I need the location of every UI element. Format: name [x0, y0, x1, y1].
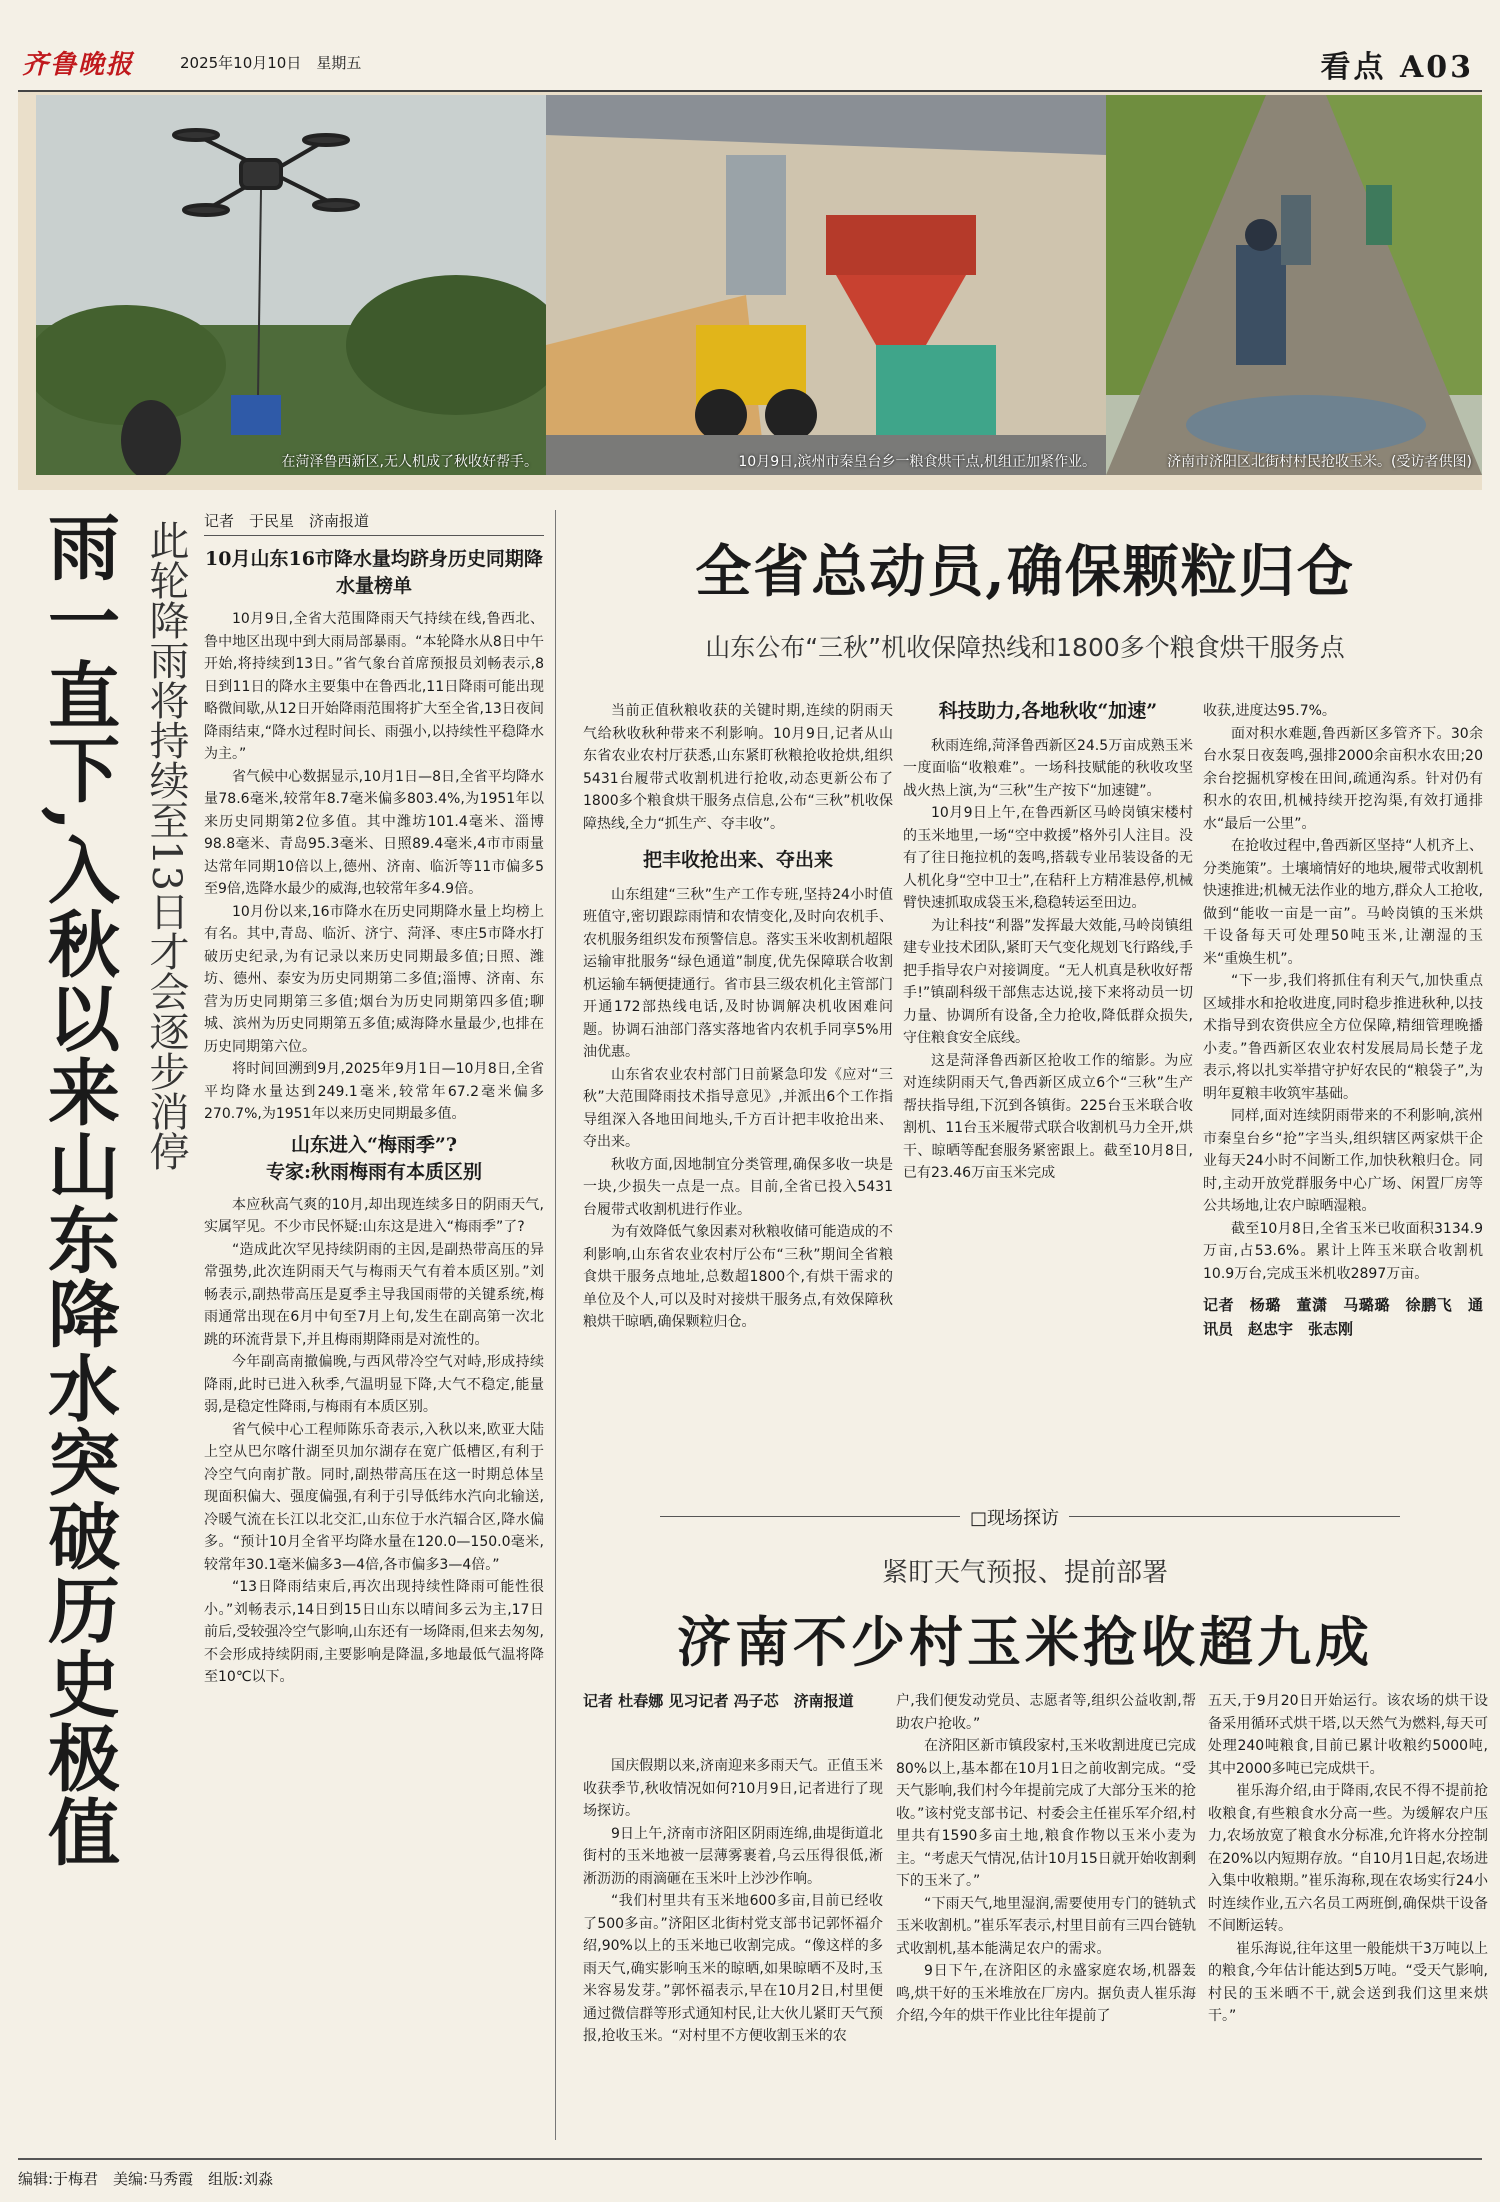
paragraph: 为让科技“利器”发挥最大效能,马岭岗镇组建专业技术团队,紧盯天气变化规划飞行路线,手把手指导农户对接调度。“无人机真是秋收好帮手!”镇副科级干部焦志达说,接下来将动员一切力量、协调所有设备,全力抢收,降低群众损失,守住粮食安全底线。: [903, 917, 1193, 1046]
masthead-logo: 齐鲁晚报: [22, 50, 135, 80]
paragraph: 面对积水难题,鲁西新区多管齐下。30余台水泵日夜轰鸣,强排2000余亩积水农田;20余台挖掘机穿梭在田间,疏通沟系。针对仍有积水的农田,机械持续开挖沟渠,有效打通排水“最后一公里”。: [1203, 725, 1483, 832]
paragraph: 在济阳区新市镇段家村,玉米收割进度已完成80%以上,基本都在10月1日之前收割完成。“受天气影响,我们村今年提前完成了大部分玉米的抢收。”该村党支部书记、村委会主任崔乐军介绍,村里共有1590多亩土地,粮食作物以玉米小麦为主。“考虑天气情况,估计10月15日就开始收割剩下的玉米了。”: [896, 1738, 1196, 1889]
paragraph: 五天,于9月20日开始运行。该农场的烘干设备采用循环式烘干塔,以天然气为燃料,每天可处理240吨粮食,目前已累计收粮约5000吨,其中2000多吨已完成烘干。: [1208, 1693, 1488, 1777]
photo-drone: [36, 95, 548, 475]
paragraph: 户,我们便发动党员、志愿者等,组织公益收割,帮助农户抢收。”: [896, 1693, 1196, 1732]
section-heading: 把丰收抢出来、夺出来: [642, 849, 833, 871]
paragraph: “13日降雨结束后,再次出现持续性降雨可能性很小。”刘畅表示,14日到15日山东以晴间多云为主,17日前后,受较强冷空气影响,山东还有一场降雨,但来去匆匆,不会形成持续阴雨,主要影响是降温,多地最低气温将降至10℃以下。: [204, 1579, 544, 1685]
main-subheadline: 山东公布“三秋”机收保障热线和1800多个粮食烘干服务点: [705, 633, 1345, 662]
page-footer: 编辑:于梅君 美编:马秀霞 组版:刘淼: [18, 2158, 1482, 2189]
main-column-1: [583, 700, 893, 1334]
scene-subheadline: 紧盯天气预报、提前部署: [881, 1558, 1168, 1588]
paragraph: 崔乐海说,往年这里一般能烘干3万吨以上的粮食,今年估计能达到5万吨。“受天气影响,村民的玉米晒不干,就会送到我们这里来烘干。”: [1208, 1940, 1488, 2024]
paragraph: 将时间回溯到9月,2025年9月1日—10月8日,全省平均降水量达到249.1毫米,较常年67.2毫米偏多270.7%,为1951年以来历史同期最多值。: [204, 1061, 544, 1122]
scene-column-1: [583, 1755, 883, 2048]
section-label: 看点 A03: [1320, 50, 1474, 85]
heading-line: 山东进入“梅雨季”?: [291, 1133, 457, 1156]
left-article: [204, 510, 544, 1689]
main-column-3: [1203, 700, 1483, 1341]
article-body: [204, 1194, 544, 1689]
column-divider: [555, 510, 556, 2140]
section-heading: 10月山东16市降水量均跻身历史同期降水量榜单: [205, 548, 543, 597]
paragraph: 9日上午,济南市济阳区阴雨连绵,曲堤街道北街村的玉米地被一层薄雾裹着,乌云压得很低,淅淅沥沥的雨滴砸在玉米叶上沙沙作响。: [583, 1825, 883, 1887]
paragraph: 山东组建“三秋”生产工作专班,坚持24小时值班值守,密切跟踪雨情和农情变化,及时向农机手、农机服务组织发布预警信息。落实玉米收割机超限运输审批服务“绿色通道”制度,优先保障联合收割机运输车辆便捷通行。省市县三级农机化主管部门开通172部热线电话,及时协调解决机收困难问题。协调石油部门落实落地省内农机手同享5%用油优惠。: [583, 886, 893, 1060]
byline: 记者 于民星 济南报道: [204, 510, 544, 536]
photo-caption: 济南市济阳区北街村村民抢收玉米。(受访者供图): [1167, 454, 1472, 470]
paragraph: 收获,进度达95.7%。: [1203, 703, 1336, 719]
byline: 记者 杜春娜 见习记者 冯子芯 济南报道: [583, 1692, 854, 1710]
issue-date: 2025年10月10日 星期五: [180, 54, 362, 72]
paragraph: “下雨天气,地里湿润,需要使用专门的链轨式玉米收割机。”崔乐军表示,村里目前有三四台链轨式收割机,基本能满足农户的需求。: [896, 1895, 1196, 1957]
paragraph: 崔乐海介绍,由于降雨,农民不得不提前抢收粮食,有些粮食水分高一些。为缓解农户压力,农场放宽了粮食水分标准,允许将水分控制在20%以内短期存放。“自10月1日起,农场进入集中收粮期。”崔乐海称,现在农场实行24小时连续作业,五六名员工两班倒,确保烘干设备不间断运转。: [1208, 1783, 1488, 1934]
photo-dryer: [546, 95, 1106, 475]
paragraph: 同样,面对连续阴雨带来的不利影响,滨州市秦皇台乡“抢”字当头,组织辖区两家烘干企业每天24小时不间断工作,加快秋粮归仓。同时,主动开放党群服务中心广场、闲置厂房等公共场地,让农户晾晒湿粮。: [1203, 1108, 1483, 1214]
paragraph: 秋收方面,因地制宜分类管理,确保多收一块是一块,少损失一点是一点。目前,全省已投入5431台履带式收割机进行作业。: [583, 1156, 893, 1218]
paragraph: 国庆假期以来,济南迎来多雨天气。正值玉米收获季节,秋收情况如何?10月9日,记者进行了现场探访。: [583, 1758, 883, 1819]
scene-column-3: [1208, 1690, 1488, 2028]
scene-column-2: [896, 1690, 1196, 2028]
paragraph: 在抢收过程中,鲁西新区坚持“人机齐上、分类施策”。土壤墒情好的地块,履带式收割机快速推进;机械无法作业的地方,群众人工抢收,做到“能收一亩是一亩”。马岭岗镇的玉米烘干设备每天可处理50吨玉米,让潮湿的玉米“重焕生机”。: [1203, 838, 1483, 967]
paragraph: 这是菏泽鲁西新区抢收工作的缩影。为应对连续阴雨天气,鲁西新区成立6个“三秋”生产帮扶指导组,下沉到各镇街。225台玉米联合收割机、11台玉米履带式联合收割机马力全开,烘干、晾晒等配套服务紧密跟上。截至10月8日,已有23.46万亩玉米完成: [903, 1052, 1193, 1181]
paragraph: 为有效降低气象因素对秋粮收储可能造成的不利影响,山东省农业农村厅公布“三秋”期间全省粮食烘干服务点地址,总数超1800个,有烘干需求的单位及个人,可以及时对接烘干服务点,有效保障秋粮烘干晾晒,确保颗粒归仓。: [583, 1224, 893, 1330]
paragraph: “造成此次罕见持续阴雨的主因,是副热带高压的异常强势,此次连阴雨天气与梅雨天气有着本质区别。”刘畅表示,副热带高压是夏季主导我国雨带的关键系统,梅雨通常出现在6月中旬至7月上旬,发生在副高第一次北跳的环流背景下,并且梅雨期降雨是对流性的。: [204, 1241, 544, 1348]
scene-report-bar: [660, 1508, 1400, 1538]
photo-caption: 10月9日,滨州市秦皇台乡一粮食烘干点,机组正加紧作业。: [738, 454, 1096, 470]
section-heading: 科技助力,各地秋收“加速”: [938, 700, 1158, 722]
paragraph: 截至10月8日,全省玉米已收面积3134.9万亩,占53.6%。累计上阵玉米联合收割机10.9万台,完成玉米机收2897万亩。: [1203, 1220, 1483, 1282]
paragraph: 秋雨连绵,菏泽鲁西新区24.5万亩成熟玉米一度面临“收粮难”。一场科技赋能的秋收攻坚战火热上演,为“三秋”生产按下“加速键”。: [903, 737, 1193, 799]
reporter-credits: 记者 杨璐 董潇 马璐璐 徐鹏飞 通讯员 赵忠宇 张志刚: [1203, 1296, 1483, 1338]
heading-line: 专家:秋雨梅雨有本质区别: [265, 1160, 482, 1183]
article-body: [204, 608, 544, 1126]
photo-caption: 在菏泽鲁西新区,无人机成了秋收好帮手。: [281, 454, 538, 470]
photo-strip: [18, 92, 1482, 490]
paragraph: “下一步,我们将抓住有利天气,加快重点区域排水和抢收进度,同时稳步推进秋种,以技术指导到农资供应全方位保障,精细管理晚播小麦。”鲁西新区农业农村发展局局长楚子龙表示,将以扎实举措守护好农民的“粮袋子”,为明年夏粮丰收筑牢基础。: [1203, 973, 1483, 1102]
page-header: [18, 40, 1482, 92]
left-subheadline: 此轮降雨将持续至13日才会逐步消停: [143, 520, 189, 1171]
main-headline: 全省总动员,确保颗粒归仓: [695, 539, 1355, 605]
paragraph: 山东省农业农村部门日前紧急印发《应对“三秋”大范围降雨技术指导意见》,并派出6个工作指导组深入各地田间地头,千方百计把丰收抢出来、夺出来。: [583, 1066, 893, 1150]
paragraph: 今年副高南撤偏晚,与西风带冷空气对峙,形成持续降雨,此时已进入秋季,气温明显下降,大气不稳定,能量弱,是稳定性降雨,与梅雨有本质区别。: [204, 1354, 544, 1415]
scene-headline: 济南不少村玉米抢收超九成: [677, 1610, 1373, 1674]
paragraph: 当前正值秋粮收获的关键时期,连续的阴雨天气给秋收秋种带来不利影响。10月9日,记者从山东省农业农村厅获悉,山东紧盯秋粮抢收抢烘,组织5431台履带式收割机进行抢收,动态更新公布了1800多个粮食烘干服务点信息,公布“三秋”机收保障热线,全力“抓生产、夺丰收”。: [583, 703, 893, 832]
paragraph: 省气候中心工程师陈乐奇表示,入秋以来,欧亚大陆上空从巴尔喀什湖至贝加尔湖存在宽广低槽区,有利于冷空气向南扩散。同时,副热带高压在这一时期总体呈现面积偏大、强度偏强,有利于引导低纬水汽向北输送,冷暖气流在长江以北交汇,山东位于水汽辐合区,降水偏多。“预计10月全省平均降水量在120.0—150.0毫米,较常年30.1毫米偏多3—4倍,各市偏多3—4倍。”: [204, 1421, 544, 1573]
scene-report-label: □现场探访: [960, 1504, 1069, 1530]
paragraph: 10月9日上午,在鲁西新区马岭岗镇宋楼村的玉米地里,一场“空中救援”格外引人注目。没有了往日拖拉机的轰鸣,搭载专业吊装设备的无人机化身“空中卫士”,在秸秆上方精准悬停,机械臂快速抓取成袋玉米,稳稳转运至田边。: [903, 805, 1193, 911]
section-heading: [204, 1132, 544, 1186]
main-column-2: [903, 700, 1193, 1185]
photo-cornfield: [1106, 95, 1482, 475]
paragraph: 10月9日,全省大范围降雨天气持续在线,鲁西北、鲁中地区出现中到大雨局部暴雨。“本轮降水从8日中午开始,将持续到13日。”省气象台首席预报员刘畅表示,8日到11日的降水主要集中在鲁西北,11日降雨可能出现略微间歇,从12日开始降雨范围将扩大至全省,13日夜间降雨结束,“降水过程时间长、雨强小,以持续性平稳降水为主。”: [204, 611, 544, 762]
paragraph: 本应秋高气爽的10月,却出现连续多日的阴雨天气,实属罕见。不少市民怀疑:山东这是进入“梅雨季”了?: [204, 1196, 544, 1235]
paragraph: 9日下午,在济阳区的永盛家庭农场,机器轰鸣,烘干好的玉米堆放在厂房内。据负责人崔乐海介绍,今年的烘干作业比往年提前了: [896, 1963, 1196, 2024]
paragraph: “我们村里共有玉米地600多亩,目前已经收了500多亩。”济阳区北街村党支部书记郭怀福介绍,90%以上的玉米地已收割完成。“像这样的多雨天气,确实影响玉米的晾晒,如果晾晒不及时,玉米容易发芽。”郭怀福表示,早在10月2日,村里便通过微信群等形式通知村民,让大伙儿紧盯天气预报,抢收玉米。“对村里不方便收割玉米的农: [583, 1893, 883, 2044]
paragraph: 省气候中心数据显示,10月1日—8日,全省平均降水量78.6毫米,较常年8.7毫米偏多803.4%,为1951年以来历史同期第2位多值。其中潍坊101.4毫米、淄博98.8毫米、青岛95.3毫米、日照89.4毫米,4市市雨量达常年同期10倍以上,德州、济南、临沂等11市偏多5至9倍,选降水最少的威海,也较常年多4.9倍。: [204, 768, 544, 897]
left-headline: 雨一直下,入秋以来山东降水突破历史极值: [36, 510, 121, 1870]
paragraph: 10月份以来,16市降水在历史同期降水量上均榜上有名。其中,青岛、临沂、济宁、菏泽、枣庄5市降水打破历史纪录,为有记录以来历史同期最多值;日照、潍坊、德州、泰安为历史同期第二多值;淄博、济南、东营为历史同期第三多值;烟台为历史同期第四多值;聊城、滨州为历史同期第五多值;威海降水量最少,也排在历史同期第六位。: [204, 903, 544, 1055]
